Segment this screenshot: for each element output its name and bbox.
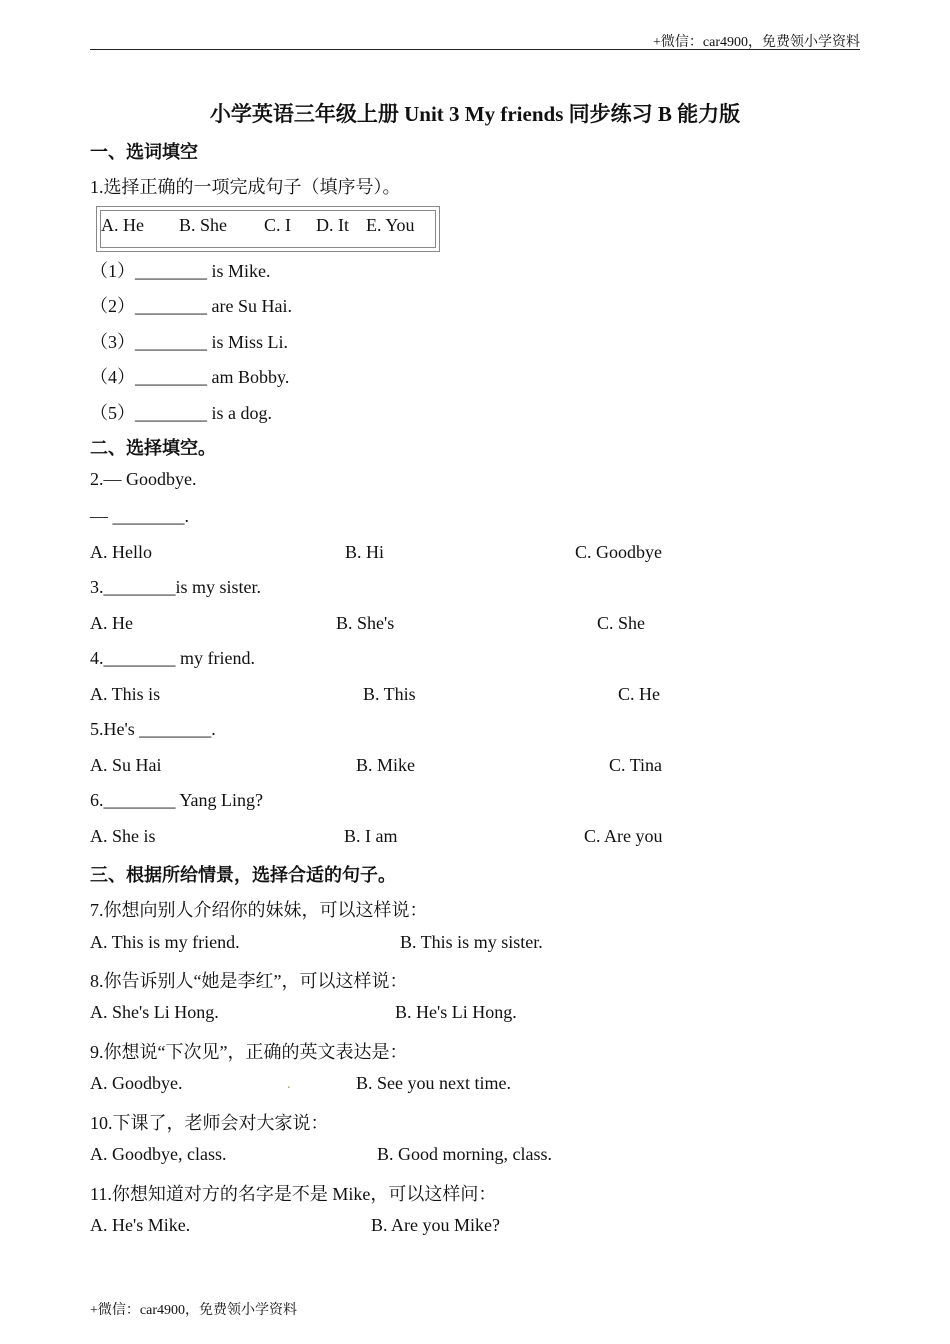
word-option-b: B. She <box>179 215 228 235</box>
question-8: 8.你告诉别人“她是李红”，可以这样说： <box>90 971 408 991</box>
word-option-d: D. It <box>316 215 349 235</box>
q5-option-a: A. Su Hai <box>90 755 162 775</box>
page-footer: +微信：car4900，免费领小学资料 <box>90 1303 297 1318</box>
question-11: 11.你想知道对方的名字是不是 Mike，可以这样问： <box>90 1184 497 1204</box>
fill-item-4: （4）________ am Bobby. <box>90 367 290 387</box>
page-title: 小学英语三年级上册 Unit 3 My friends 同步练习 B 能力版 <box>209 102 741 126</box>
q6-option-b: B. I am <box>344 826 398 846</box>
question-7: 7.你想向别人介绍你的妹妹，可以这样说： <box>90 900 428 920</box>
question-6: 6.________ Yang Ling? <box>90 790 264 810</box>
q2-option-b: B. Hi <box>345 542 385 562</box>
q5-option-c: C. Tina <box>609 755 663 775</box>
fill-item-1: （1）________ is Mike. <box>90 261 271 281</box>
q5-option-b: B. Mike <box>356 755 416 775</box>
q6-option-c: C. Are you <box>584 826 663 846</box>
q4-option-b: B. This <box>363 684 416 704</box>
q2-option-c: C. Goodbye <box>575 542 662 562</box>
q7-option-b: B. This is my sister. <box>400 932 543 952</box>
fill-item-3: （3）________ is Miss Li. <box>90 332 289 352</box>
section-2-heading: 二、选择填空。 <box>90 438 216 458</box>
q10-option-b: B. Good morning, class. <box>377 1144 552 1164</box>
section-3-heading: 三、根据所给情景，选择合适的句子。 <box>90 865 396 885</box>
q10-option-a: A. Goodbye, class. <box>90 1144 227 1164</box>
q9-option-a: A. Goodbye. <box>90 1073 183 1093</box>
q8-option-a: A. She's Li Hong. <box>90 1002 219 1022</box>
question-4: 4.________ my friend. <box>90 648 255 668</box>
word-option-c: C. I <box>264 215 291 235</box>
question-9: 9.你想说“下次见”，正确的英文表达是： <box>90 1042 408 1062</box>
page-header: +微信：car4900，免费领小学资料 <box>653 35 860 50</box>
header-rule <box>90 49 860 50</box>
q8-option-b: B. He's Li Hong. <box>395 1002 517 1022</box>
question-5: 5.He's ________. <box>90 719 216 739</box>
q3-option-c: C. She <box>597 613 646 633</box>
question-1: 1.选择正确的一项完成句子（填序号）。 <box>90 177 401 197</box>
q11-option-a: A. He's Mike. <box>90 1215 191 1235</box>
section-1-heading: 一、选词填空 <box>90 142 198 162</box>
q6-option-a: A. She is <box>90 826 156 846</box>
fill-item-2: （2）________ are Su Hai. <box>90 296 292 316</box>
word-option-a: A. He <box>101 215 144 235</box>
q2-option-a: A. Hello <box>90 542 152 562</box>
q9-option-b: B. See you next time. <box>356 1073 511 1093</box>
question-2-line-2: — ________. <box>90 506 189 526</box>
q4-option-a: A. This is <box>90 684 161 704</box>
word-option-e: E. You <box>366 215 415 235</box>
question-2-line-1: 2.— Goodbye. <box>90 469 197 489</box>
q3-option-b: B. She's <box>336 613 395 633</box>
question-3: 3.________is my sister. <box>90 577 262 597</box>
question-10: 10.下课了，老师会对大家说： <box>90 1113 329 1133</box>
fill-item-5: （5）________ is a dog. <box>90 403 272 423</box>
q4-option-c: C. He <box>618 684 660 704</box>
q7-option-a: A. This is my friend. <box>90 932 240 952</box>
stray-dot-mark: . <box>287 1077 291 1092</box>
q11-option-b: B. Are you Mike? <box>371 1215 500 1235</box>
q3-option-a: A. He <box>90 613 133 633</box>
